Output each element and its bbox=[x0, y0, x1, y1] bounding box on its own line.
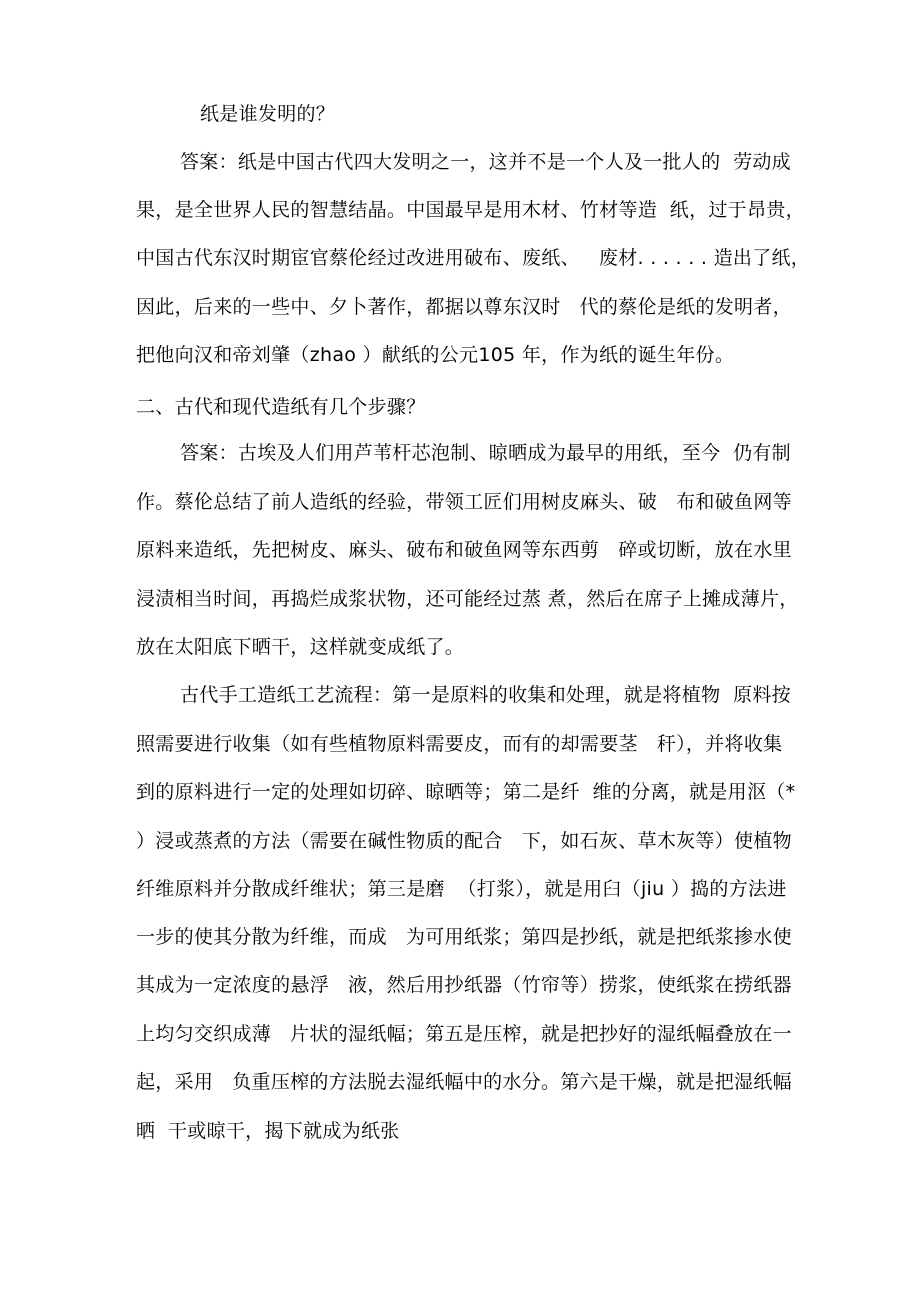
paragraph-line: 一步的使其分散为纤维，而成 为可用纸浆；第四是抄纸，就是把纸浆掺水使 bbox=[136, 926, 792, 948]
paragraph-line: 其成为一定浓度的悬浮 液，然后用抄纸器（竹帘等）捞浆，使纸浆在捞纸器 bbox=[136, 974, 792, 996]
paragraph-line: 放在太阳底下晒干，这样就变成纸了。 bbox=[136, 636, 465, 658]
paragraph-line: 答案：纸是中国古代四大发明之一，这并不是一个人及一批人的 劳动成 bbox=[180, 151, 791, 173]
paragraph-line: 照需要进行收集（如有些植物原料需要皮，而有的却需要茎 秆），并将收集 bbox=[136, 733, 783, 755]
paragraph-line: 上均匀交织成薄 片状的湿纸幅；第五是压榨，就是把抄好的湿纸幅叠放在一 bbox=[136, 1023, 792, 1045]
paragraph-line: 晒 干或晾干，揭下就成为纸张 bbox=[136, 1120, 400, 1142]
paragraph-line: 到的原料进行一定的处理如切碎、晾晒等；第二是纤 维的分离，就是用沤（* bbox=[136, 781, 796, 803]
paragraph-line: 中国古代东汉时期宦官蔡伦经过改进用破布、废纸、 废材. . . . . . 造出了纸， bbox=[136, 247, 811, 269]
paragraph-line: 把他向汉和帝刘肇（zhao ）献纸的公元105 年，作为纸的诞生年份。 bbox=[136, 344, 735, 366]
paragraph-line: 古代手工造纸工艺流程：第一是原料的收集和处理，就是将植物 原料按 bbox=[180, 684, 791, 706]
paragraph-line: 原料来造纸，先把树皮、麻头、破布和破鱼网等东西剪 碎或切断，放在水里 bbox=[136, 539, 792, 561]
paragraph-line: 起，采用 负重压榨的方法脱去湿纸幅中的水分。第六是干燥，就是把湿纸幅 bbox=[136, 1071, 792, 1093]
paragraph-line: ）浸或蒸煮的方法（需要在碱性物质的配合 下，如石灰、草木灰等）使植物 bbox=[136, 830, 792, 852]
paragraph-line: 因此，后来的一些中、夕卜著作，都据以尊东汉时 代的蔡伦是纸的发明者， bbox=[136, 296, 792, 318]
document-title: 纸是谁发明的？ bbox=[200, 103, 336, 125]
paragraph-line: 纤维原料并分散成纤维状；第三是磨 （打浆），就是用臼（jiu ）捣的方法进 bbox=[136, 878, 787, 900]
section-heading: 二、古代和现代造纸有几个步骤？ bbox=[136, 396, 426, 418]
paragraph-line: 作。蔡伦总结了前人造纸的经验，带领工匠们用树皮麻头、破 布和破鱼网等 bbox=[136, 491, 792, 513]
paragraph-line: 答案：古埃及人们用芦苇杆芯泡制、晾晒成为最早的用纸，至今 仍有制 bbox=[180, 442, 791, 464]
paragraph-line: 果，是全世界人民的智慧结晶。中国最早是用木材、竹材等造 纸，过于昂贵， bbox=[136, 199, 805, 221]
paragraph-line: 浸渍相当时间，再捣烂成浆状物，还可能经过蒸 煮，然后在席子上摊成薄片， bbox=[136, 588, 799, 610]
